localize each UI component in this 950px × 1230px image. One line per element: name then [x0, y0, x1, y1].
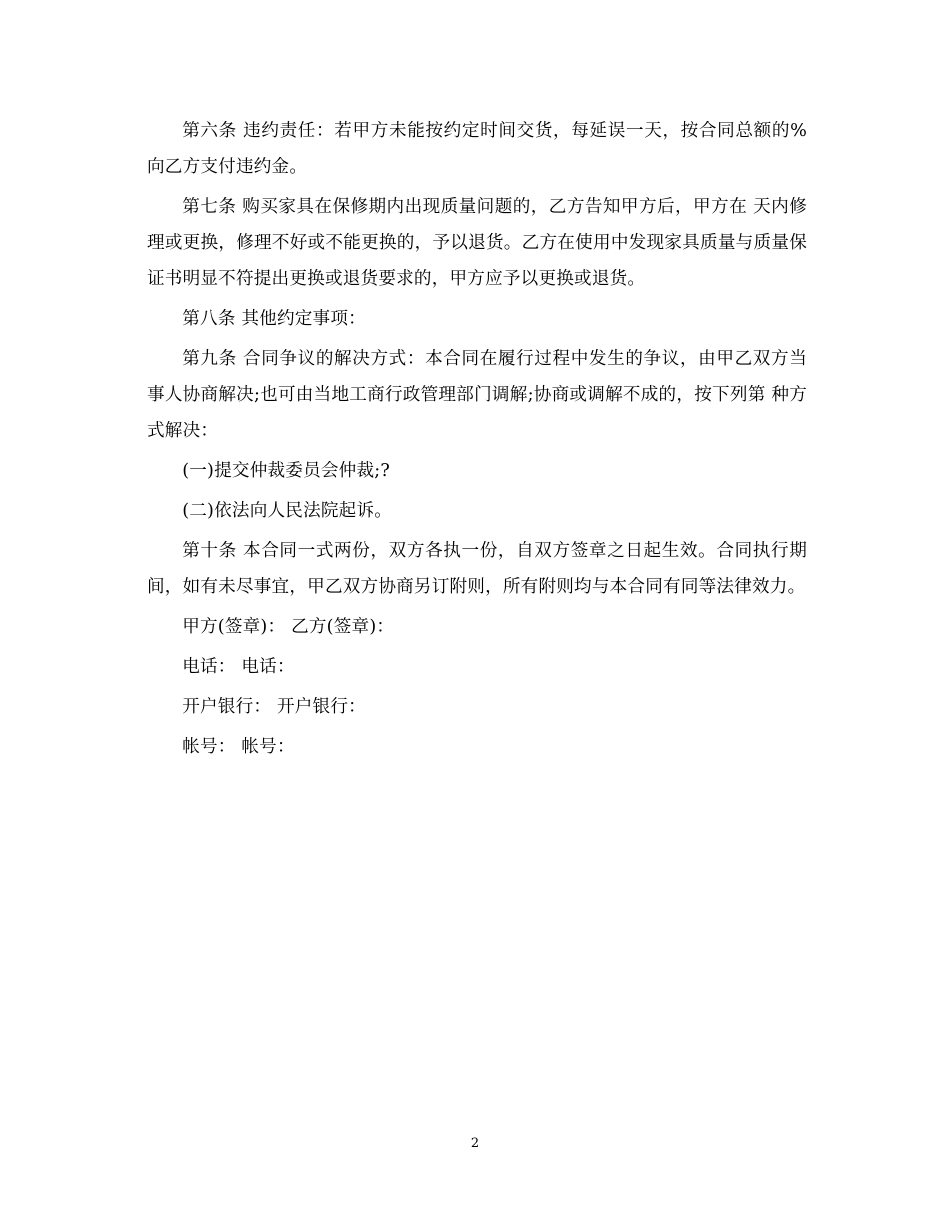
document-body: [147, 113, 807, 765]
signature-line: 甲方(签章)： 乙方(签章)：: [182, 617, 395, 637]
dispute-option-court: (二)依法向人民法院起诉。: [182, 501, 393, 521]
account-line: 帐号： 帐号：: [182, 737, 295, 757]
article-8-other-terms: 第八条 其他约定事项：: [182, 309, 366, 329]
dispute-option-arbitration: (一)提交仲裁委员会仲裁;?: [182, 461, 391, 481]
article-10-effectiveness: 第十条 本合同一式两份，双方各执一份，自双方签章之日起生效。合同执行期间，如有未尽事宜，甲乙双方协商另订附则，所有附则均与本合同有同等法律效力。: [147, 541, 807, 597]
page-number: 2: [470, 1136, 480, 1151]
bank-line: 开户银行： 开户银行：: [182, 697, 366, 717]
article-6-breach-liability: 第六条 违约责任：若甲方未能按约定时间交货，每延误一天，按合同总额的%向乙方支付违约金。: [147, 121, 807, 177]
phone-line: 电话： 电话：: [182, 657, 295, 677]
article-9-dispute-resolution: 第九条 合同争议的解决方式：本合同在履行过程中发生的争议，由甲乙双方当事人协商解决;也可由当地工商行政管理部门调解;协商或调解不成的，按下列第 种方式解决：: [147, 349, 807, 441]
article-7-warranty-repair: 第七条 购买家具在保修期内出现质量问题的，乙方告知甲方后，甲方在 天内修理或更换，修理不好或不能更换的，予以退货。乙方在使用中发现家具质量与质量保证书明显不符提出更换或退货要求的，甲方应予以更换或退货。: [147, 197, 807, 289]
